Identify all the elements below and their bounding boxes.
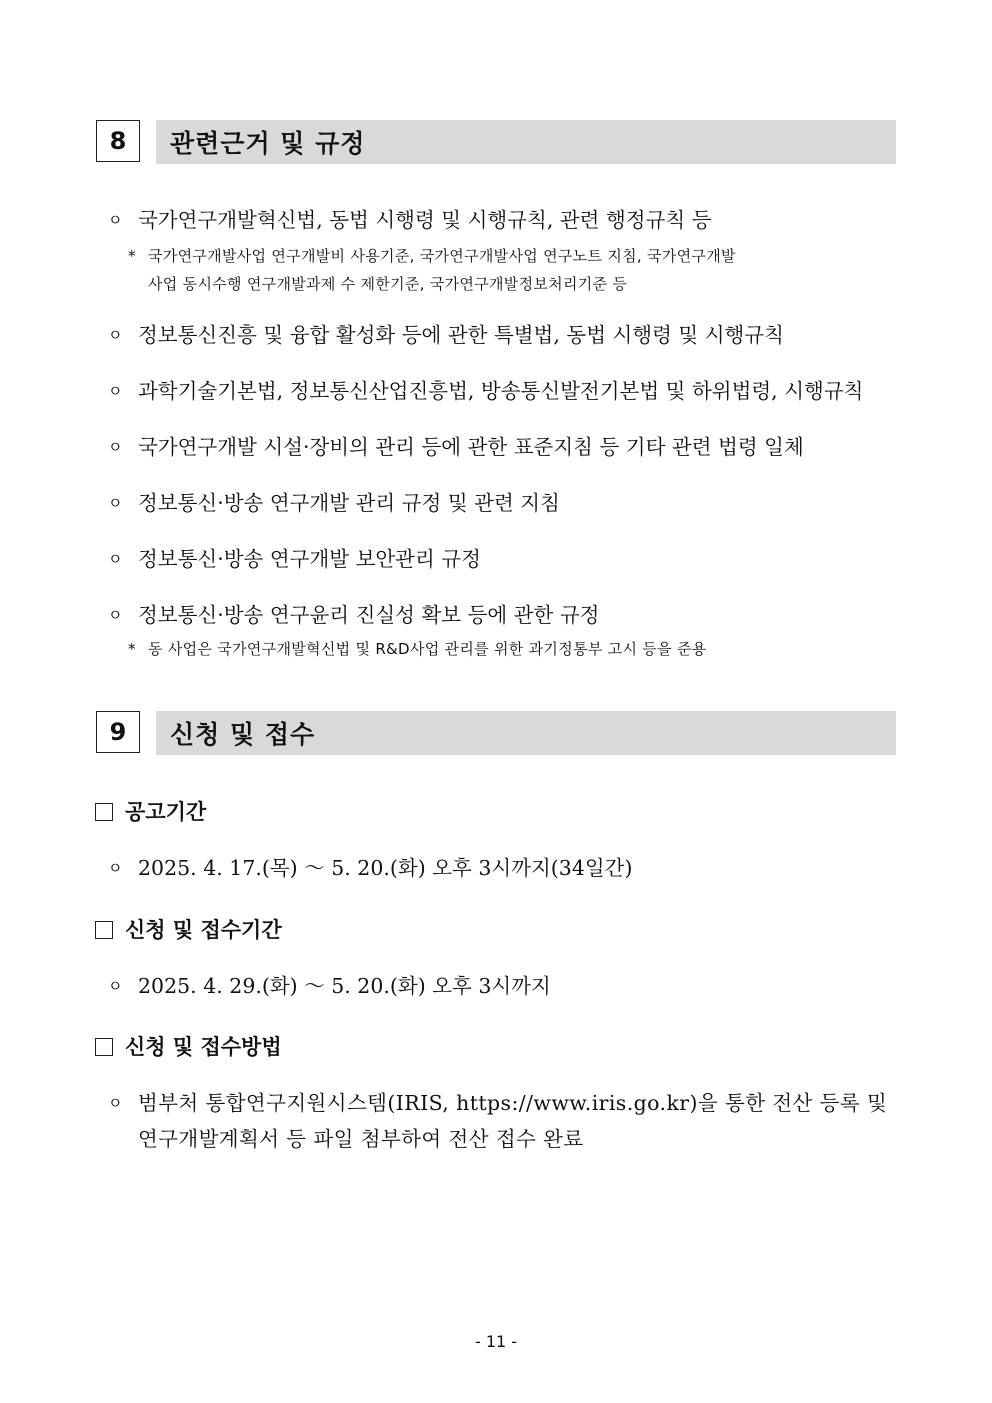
- subheading: [95, 912, 282, 948]
- item-text: 2025. 4. 17.(목) ～ 5. 20.(화) 오후 3시까지(34일간): [138, 856, 633, 880]
- bullet-icon: ㅇ: [108, 494, 123, 512]
- note-text: 동 사업은 국가연구개발혁신법 및 R&D사업 관리를 위한 과기정통부 고시 등을 준용: [148, 640, 707, 658]
- section-number: 8: [96, 120, 140, 162]
- section-title: 관련근거 및 규정: [156, 120, 896, 164]
- note-text: 사업 동시수행 연구개발과제 수 제한기준, 국가연구개발정보처리기준 등: [148, 275, 628, 293]
- item-text: 국가연구개발혁신법, 동법 시행령 및 시행규칙, 관련 행정규칙 등: [138, 208, 712, 232]
- checkbox-square-icon: [95, 803, 113, 821]
- bullet-icon: ㅇ: [108, 211, 123, 229]
- bullet-icon: ㅇ: [108, 326, 123, 344]
- list-item: [108, 202, 898, 238]
- subheading: [95, 794, 206, 830]
- asterisk-icon: *: [128, 640, 136, 658]
- bullet-icon: ㅇ: [108, 859, 123, 877]
- list-item: [108, 429, 898, 465]
- item-text: 2025. 4. 29.(화) ～ 5. 20.(화) 오후 3시까지: [138, 974, 551, 998]
- subheading-text: 공고기간: [125, 799, 207, 824]
- list-item: [108, 541, 898, 577]
- list-item: [108, 1085, 898, 1157]
- checkbox-square-icon: [95, 921, 113, 939]
- bullet-icon: ㅇ: [108, 1094, 123, 1112]
- item-text: 정보통신·방송 연구개발 보안관리 규정: [138, 547, 481, 571]
- item-text: 과학기술기본법, 정보통신산업진흥법, 방송통신발전기본법 및 하위법령, 시행규칙: [138, 379, 864, 403]
- note-text: 국가연구개발사업 연구개발비 사용기준, 국가연구개발사업 연구노트 지침, 국가연구개발: [148, 247, 736, 265]
- bullet-icon: ㅇ: [108, 438, 123, 456]
- footnote: [128, 242, 898, 298]
- list-item: [108, 968, 898, 1004]
- asterisk-icon: *: [128, 247, 136, 265]
- bullet-icon: ㅇ: [108, 550, 123, 568]
- subheading: [95, 1029, 282, 1065]
- bullet-icon: ㅇ: [108, 606, 123, 624]
- item-text: 국가연구개발 시설·장비의 관리 등에 관한 표준지침 등 기타 관련 법령 일체: [138, 435, 804, 459]
- footnote: [128, 635, 898, 663]
- section-title: 신청 및 접수: [156, 711, 896, 755]
- bullet-icon: ㅇ: [108, 977, 123, 995]
- section-number: 9: [96, 711, 140, 753]
- item-text: 정보통신·방송 연구윤리 진실성 확보 등에 관한 규정: [138, 603, 600, 627]
- section-8-header: [96, 120, 896, 164]
- list-item: [108, 597, 898, 633]
- list-item: [108, 317, 898, 353]
- item-text: 정보통신진흥 및 융합 활성화 등에 관한 특별법, 동법 시행령 및 시행규칙: [138, 323, 784, 347]
- item-text: 범부처 통합연구지원시스템(IRIS, https://www.iris.go.kr)을 통한 전산 등록 및 연구개발계획서 등 파일 첨부하여 전산 접수 완료: [138, 1091, 888, 1151]
- section-9-header: [96, 711, 896, 755]
- item-text: 정보통신·방송 연구개발 관리 규정 및 관련 지침: [138, 491, 560, 515]
- checkbox-square-icon: [95, 1038, 113, 1056]
- subheading-text: 신청 및 접수기간: [125, 917, 282, 942]
- subheading-text: 신청 및 접수방법: [125, 1034, 282, 1059]
- list-item: [108, 373, 898, 409]
- list-item: [108, 850, 898, 886]
- page-number: - 11 -: [474, 1332, 518, 1351]
- bullet-icon: ㅇ: [108, 382, 123, 400]
- list-item: [108, 485, 898, 521]
